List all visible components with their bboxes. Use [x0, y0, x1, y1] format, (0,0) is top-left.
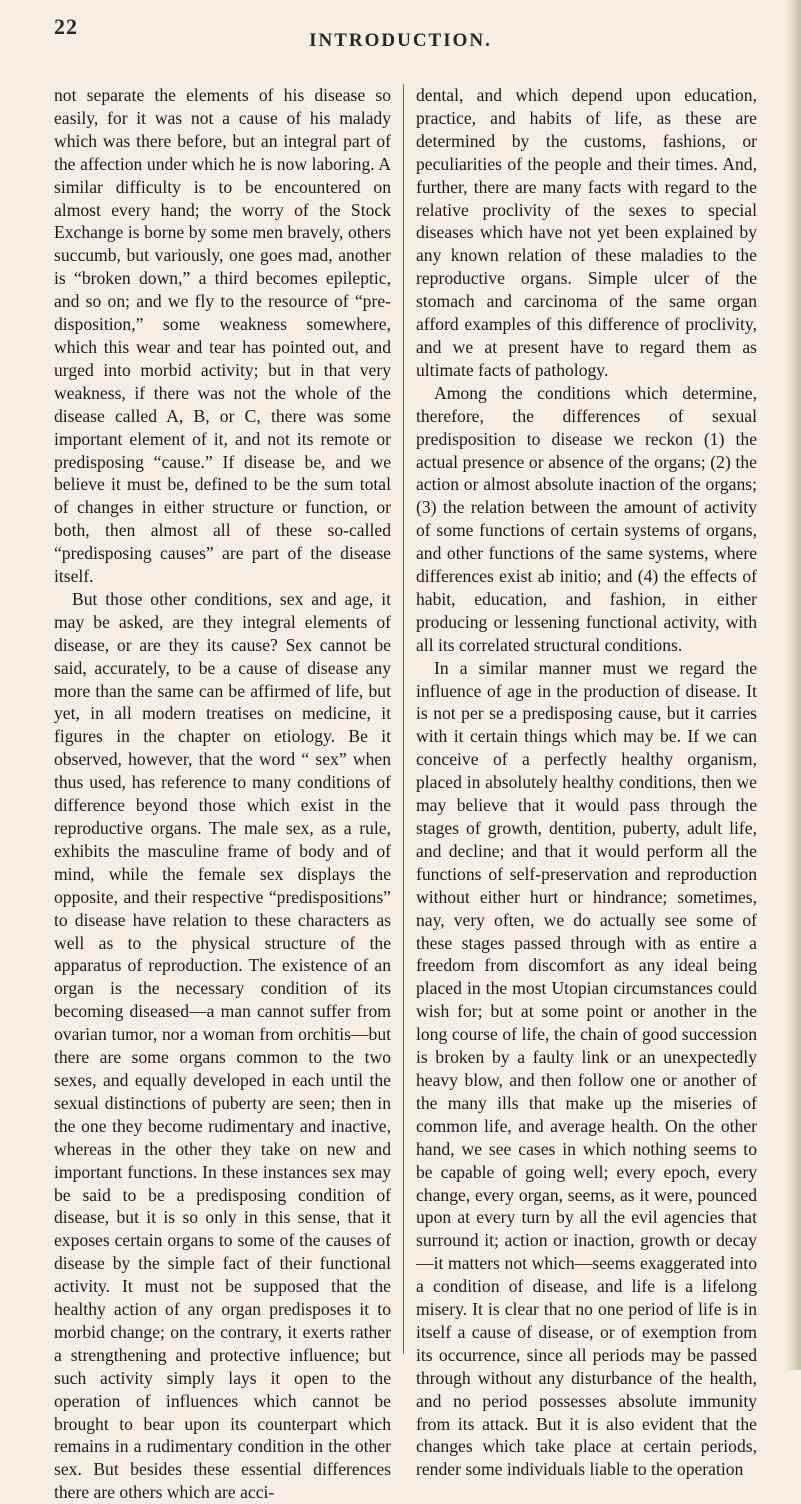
page-number: 22: [54, 14, 78, 39]
page-edge-shadow: [783, 0, 801, 1370]
running-title: INTRODUCTION.: [309, 30, 492, 51]
left-paragraph-2: But those other conditions, sex and age, it may be asked, are they integral elements of disease, or are they its cause? Sex cannot be said, accurately, to be a cause of disease any more than the same can be affirmed of life, but yet, in all modern treatises on medicine, it figures in the chapter on etiology. Be it observed, however, that the word “ sex” when thus used, has reference to many conditions of difference beyond those which exist in the reproductive organs. The male sex, as a rule, exhibits the masculine frame of body and of mind, while the female sex displays the opposite, and their respective “predispositions” to disease have relation to these characters as well as to the physical structure of the apparatus of reproduction. The existence of an organ is the necessary condition of its becoming diseased—a man cannot suffer from ovarian tumor, nor a woman from orchitis—but there are some organs common to the two sexes, and equally developed in each until the sexual distinctions of puberty are seen; then in the one they become rudimentary and inactive, whereas in the other they take on new and important functions. In these instances sex may be said to be a predisposing condition of disease, but it is so only in this sense, that it exposes certain organs to some of the causes of disease by the simple fact of their functional activity. It must not be supposed that the healthy action of any organ predisposes it to morbid change; on the contrary, it exerts rather a strengthening and protective influence; but such activity simply lays it open to the operation of influences which cannot be brought to bear upon its counterpart which remains in a rudimentary condition in the other sex. But besides these essential differences there are others which are acci-: [54, 588, 391, 1503]
left-paragraph-1: not separate the elements of his disease so easily, for it was not a cause of his malady which was there before, but an integral part of the affection under which he is now laboring. A similar difficulty is to be encountered on almost every hand; the worry of the Stock Exchange is borne by some men bravely, others succumb, but variously, one goes mad, another is “broken down,” a third becomes epileptic, and so on; and we fly to the resource of “pre-disposition,” some weakness somewhere, which this wear and tear has pointed out, and urged into morbid activity; but in that very weakness, if there was not the whole of the disease called A, B, or C, there was some important element of it, and not its remote or predisposing “cause.” If disease be, and we believe it must be, defined to be the sum total of changes in either structure or function, or both, then almost all of these so-called “predisposing causes” are part of the disease itself.: [54, 85, 391, 587]
right-column: [416, 84, 757, 1481]
right-paragraph-2: Among the conditions which determine, therefore, the differences of sexual predisposition to disease we reckon (1) the actual presence or absence of the organs; (2) the action or almost absolute inaction of the organs; (3) the relation between the amount of activity of some functions of certain systems of organs, and other functions of the same systems, where differences exist ab initio; and (4) the effects of habit, education, and fashion, in either producing or lessening functional activity, with all its correlated structural conditions.: [416, 382, 757, 655]
column-divider: [403, 84, 404, 1354]
right-paragraph-1: dental, and which depend upon education, practice, and habits of life, as these are determined by the customs, fashions, or peculiarities of the people and their times. And, further, there are many facts with regard to the relative proclivity of the sexes to special diseases which have not yet been explained by any known relation of these maladies to the reproductive organs. Simple ulcer of the stomach and carcinoma of the same organ afford examples of this difference of proclivity, and we at present have to regard them as ultimate facts of pathology.: [416, 85, 757, 380]
left-column: [54, 84, 391, 1504]
right-paragraph-3: In a similar manner must we regard the influence of age in the production of disease. It is not per se a predisposing cause, but it carries with it certain things which may be. If we can conceive of a perfectly healthy organism, placed in absolutely healthy conditions, then we may believe that it would pass through the stages of growth, dentition, puberty, adult life, and decline; and that it would perform all the functions of self-preservation and reproduction without either hurt or hindrance; sometimes, nay, very often, we do actually see some of these stages passed through with as entire a freedom from discomfort as any ideal being placed in the most Utopian circumstances could wish for; but at some point or another in the long course of life, the chain of good succession is broken by a faulty link or an unexpectedly heavy blow, and then follow one or another of the many ills that make up the miseries of common life, and average health. On the other hand, we see cases in which nothing seems to be capable of going well; every epoch, every change, every organ, seems, as it were, pounced upon at every turn by all the evil agencies that surround it; action or inaction, growth or decay—it matters not which—seems exaggerated into a condition of disease, and life is a lifelong misery. It is clear that no one period of life is in itself a cause of disease, or of exemption from its occurrence, since all periods may be passed through without any disturbance of the health, and no period possesses absolute immunity from its attack. But it is also evident that the changes which take place at certain periods, render some individuals liable to the operation: [416, 657, 757, 1480]
